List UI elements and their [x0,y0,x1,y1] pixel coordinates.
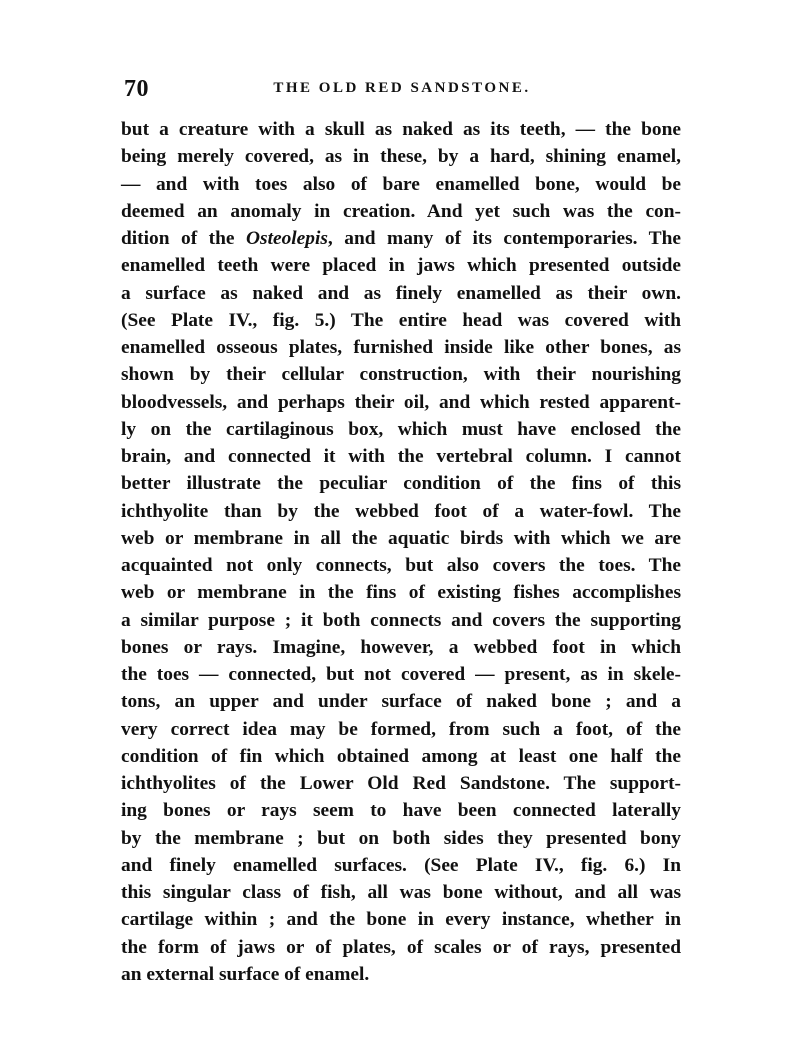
text-line: bones or rays. Imagine, however, a webbed foot in which [121,636,681,658]
text-line: — and with toes also of bare enamelled bone, would be [121,173,681,195]
text-line: brain, and connected it with the vertebral column. I cannot [121,446,681,467]
text-line: an external surface of enamel. [121,963,370,985]
text-line: but a creature with a skull as naked as its teeth, — the bone [121,119,681,140]
page-header [124,76,680,106]
text-line: very correct idea may be formed, from such a foot, of the [121,718,681,740]
text-line: the form of jaws or of plates, of scales or of rays, presented [121,936,681,958]
text-line: being merely covered, as in these, by a hard, shining enamel, [121,146,681,168]
text-run: , and many of its contemporaries. The [327,228,681,249]
text-line: this singular class of fish, all was bone without, and all was [121,882,681,903]
text-line: web or membrane in all the aquatic birds with which we are [121,527,681,549]
page-number: 70 [124,76,149,102]
text-line: a similar purpose ; it both connects and covers the supporting [121,609,681,631]
text-line: (See Plate IV., fig. 5.) The entire head was covered with [121,309,681,331]
text-line: a surface as naked and as finely enamelled as their own. [121,282,681,304]
text-line: enamelled osseous plates, furnished inside like other bones, as [121,337,681,358]
text-line [121,225,681,252]
text-line: acquainted not only connects, but also covers the toes. The [121,555,681,576]
text-line: shown by their cellular construction, with their nourishing [121,364,681,386]
text-line: enamelled teeth were placed in jaws which presented outside [121,255,681,277]
text-line: ly on the cartilaginous box, which must have enclosed the [121,418,681,440]
body-text [121,116,681,988]
text-line: cartilage within ; and the bone in every instance, whether in [121,909,681,931]
text-line: ichthyolite than by the webbed foot of a water-fowl. The [121,500,681,522]
text-line: better illustrate the peculiar condition of the fins of this [121,473,681,495]
text-line: and finely enamelled surfaces. (See Plate IV., fig. 6.) In [121,854,681,876]
italic-term: Osteolepis [246,228,328,249]
text-line: deemed an anomaly in creation. And yet such was the con- [121,200,681,222]
text-line: condition of fin which obtained among at least one half the [121,745,681,767]
text-line: tons, an upper and under surface of naked bone ; and a [121,691,681,713]
text-line: the toes — connected, but not covered — present, as in skele- [121,664,681,685]
text-line: web or membrane in the fins of existing fishes accomplishes [121,582,681,604]
text-line: ichthyolites of the Lower Old Red Sandstone. The support- [121,773,681,794]
text-line: by the membrane ; but on both sides they presented bony [121,827,681,849]
running-title: THE OLD RED SANDSTONE. [273,80,531,96]
text-line: ing bones or rays seem to have been connected laterally [121,800,681,822]
text-line: bloodvessels, and perhaps their oil, and which rested apparent- [121,391,681,413]
text-run: dition of the [121,228,247,249]
